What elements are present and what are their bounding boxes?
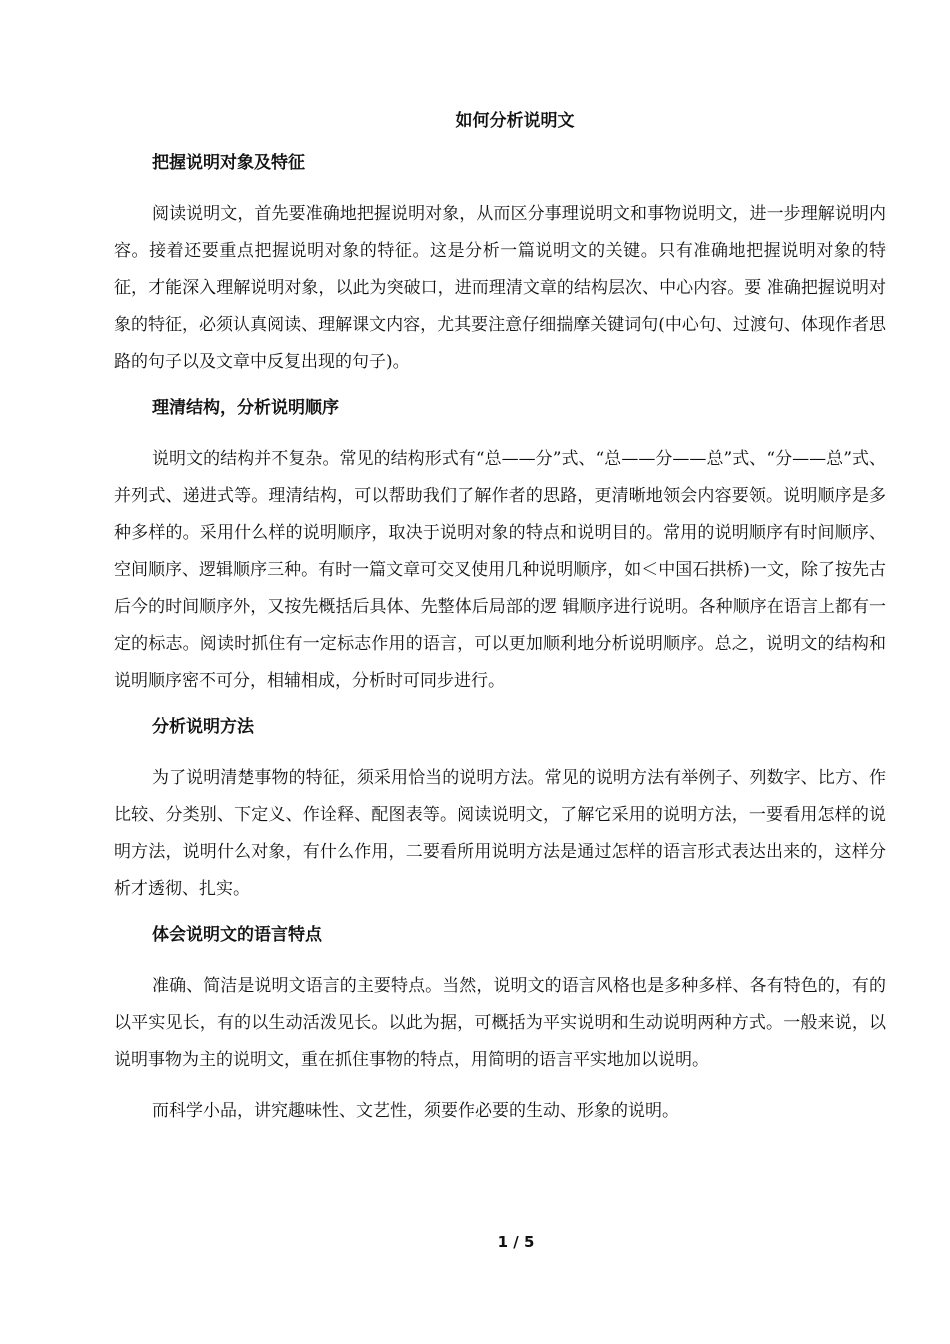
page-number: 1 / 5 (497, 1233, 535, 1251)
section-object-features (114, 150, 886, 381)
section-heading: 把握说明对象及特征 (152, 153, 305, 173)
section-heading: 理清结构，分析说明顺序 (152, 398, 339, 418)
section-heading: 体会说明文的语言特点 (152, 925, 322, 945)
paragraph: 准确、简洁是说明文语言的主要特点。当然，说明文的语言风格也是多种多样、各有特色的，有的以平实见长，有的以生动活泼见长。以此为据，可概括为平实说明和生动说明两种方式。一般来说，以说明事物为主的说明文，重在抓住事物的特点，用简明的语言平实地加以说明。 (114, 976, 886, 1070)
document-body (114, 150, 886, 1144)
paragraph: 阅读说明文，首先要准确地把握说明对象，从而区分事理说明文和事物说明文，进一步理解说明内容。接着还要重点把握说明对象的特征。这是分析一篇说明文的关键。只有准确地把握说明对象的特征，才能深入理解说明对象，以此为突破口，进而理清文章的结构层次、中心内容。要 准确把握说明对象的特征，必须认真阅读、理解课文内容，尤其要注意仔细揣摩关键词句(中心句、过渡句、体现作者思路的句子以及文章中反复出现的句子)。 (114, 204, 886, 372)
paragraph: 说明文的结构并不复杂。常见的结构形式有“总——分”式、“总——分——总”式、“分——总”式、并列式、递进式等。理清结构，可以帮助我们了解作者的思路，更清晰地领会内容要领。说明顺序是多种多样的。采用什么样的说明顺序，取决于说明对象的特点和说明目的。常用的说明顺序有时间顺序、空间顺序、逻辑顺序三种。有时一篇文章可交叉使用几种说明顺序，如＜中国石拱桥)一文，除了按先古后今的时间顺序外，又按先概括后具体、先整体后局部的逻 辑顺序进行说明。各种顺序在语言上都有一定的标志。阅读时抓住有一定标志作用的语言，可以更加顺利地分析说明顺序。总之，说明文的结构和说明顺序密不可分，相辅相成，分析时可同步进行。 (114, 449, 886, 691)
paragraph: 为了说明清楚事物的特征，须采用恰当的说明方法。常见的说明方法有举例子、列数字、比方、作比较、分类别、下定义、作诠释、配图表等。阅读说明文，了解它采用的说明方法，一要看用怎样的说明方法，说明什么对象，有什么作用，二要看所用说明方法是通过怎样的语言形式表达出来的，这样分析才透彻、扎实。 (114, 768, 886, 899)
paragraph: 而科学小品，讲究趣味性、文艺性，须要作必要的生动、形象的说明。 (152, 1101, 679, 1121)
document-title: 如何分析说明文 (455, 111, 575, 131)
section-heading: 分析说明方法 (152, 717, 254, 737)
section-methods (114, 714, 886, 908)
section-structure-order (114, 395, 886, 700)
section-language-features (114, 922, 886, 1130)
